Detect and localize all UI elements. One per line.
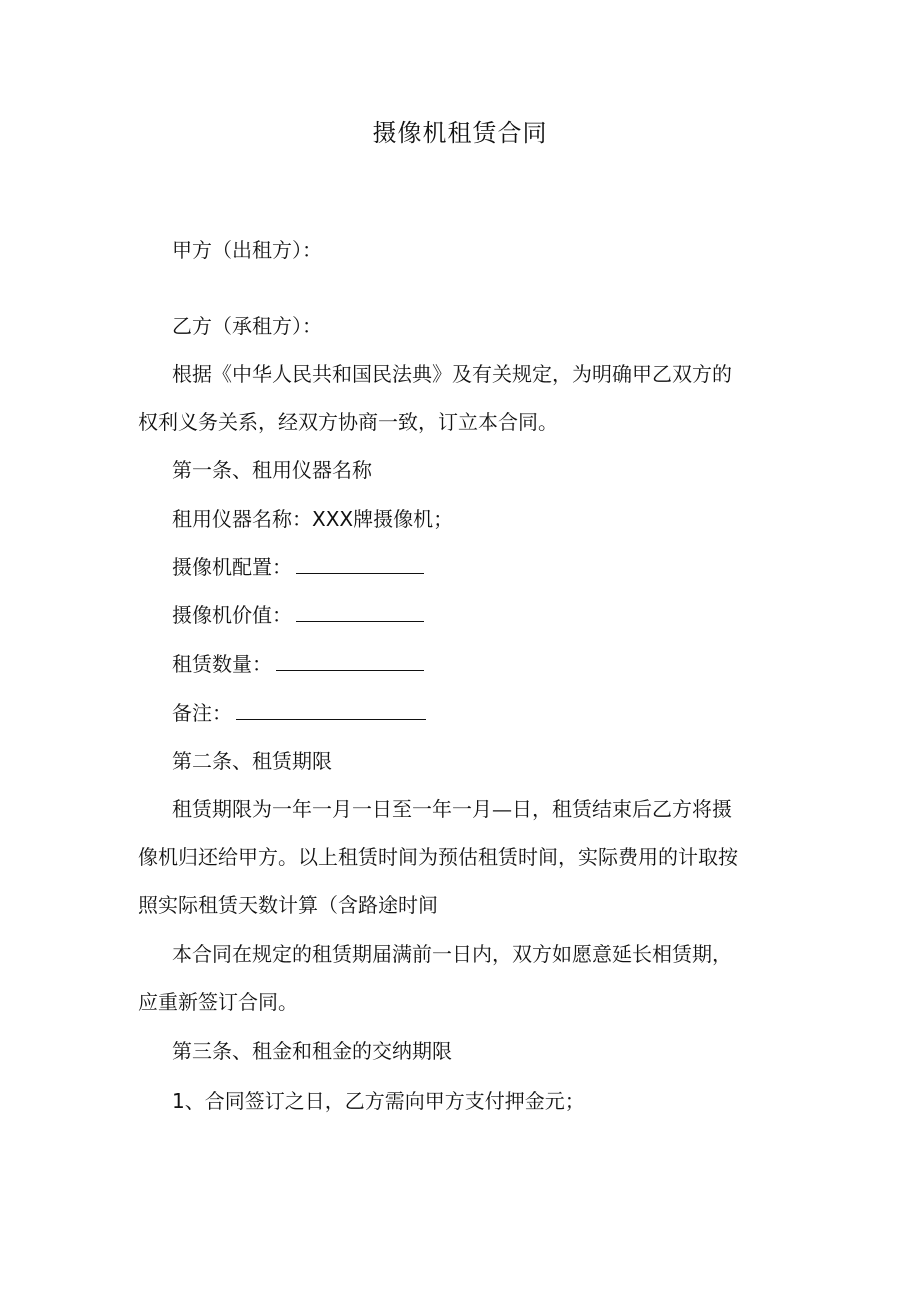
rent-item-1 (172, 1087, 585, 1115)
quantity-label: 租赁数量： (172, 652, 272, 676)
remark-label: 备注： (172, 701, 232, 725)
term-line-2: 像机归还给甲方。以上租赁时间为预估租赁时间，实际费用的计取按 (138, 845, 738, 869)
quantity-blank (276, 650, 424, 671)
article-2-heading: 第二条、租赁期限 (172, 749, 332, 773)
instrument-name-suffix: 牌摄像机； (353, 507, 454, 531)
value-blank (296, 601, 424, 622)
instrument-name-line (172, 505, 453, 533)
party-a-line: 甲方（出租方）： (172, 238, 322, 262)
rent-item-1-number: 1 (172, 1089, 185, 1113)
instrument-name-label: 租用仪器名称： (172, 507, 312, 531)
document-title: 摄像机租赁合同 (372, 119, 548, 147)
renewal-line-1: 本合同在规定的租赁期届满前一日内，双方如愿意延长相赁期， (172, 942, 732, 966)
config-blank (296, 553, 424, 574)
remark-blank (236, 699, 426, 720)
value-label: 摄像机价值： (172, 603, 292, 627)
article-1-heading: 第一条、租用仪器名称 (172, 458, 372, 482)
config-label: 摄像机配置： (172, 555, 292, 579)
value-line (172, 601, 424, 629)
config-line (172, 553, 424, 581)
party-b-line: 乙方（承租方）： (172, 314, 322, 338)
term-line-3: 照实际租赁天数计算（含路途时间 (138, 893, 438, 917)
renewal-line-2: 应重新签订合同。 (138, 990, 298, 1014)
remark-line (172, 699, 426, 727)
article-3-heading: 第三条、租金和租金的交纳期限 (172, 1039, 452, 1063)
term-line-1: 租赁期限为一年一月一日至一年一月—日，租赁结束后乙方将摄 (172, 797, 732, 821)
rent-item-1-text: 、合同签订之日，乙方需向甲方支付押金元； (184, 1089, 585, 1113)
preamble-line-2: 权利义务关系，经双方协商一致，订立本合同。 (138, 410, 558, 434)
preamble-line-1: 根据《中华人民共和国民法典》及有关规定，为明确甲乙双方的 (172, 362, 732, 386)
instrument-brand: XXX (312, 507, 354, 531)
quantity-line (172, 650, 424, 678)
